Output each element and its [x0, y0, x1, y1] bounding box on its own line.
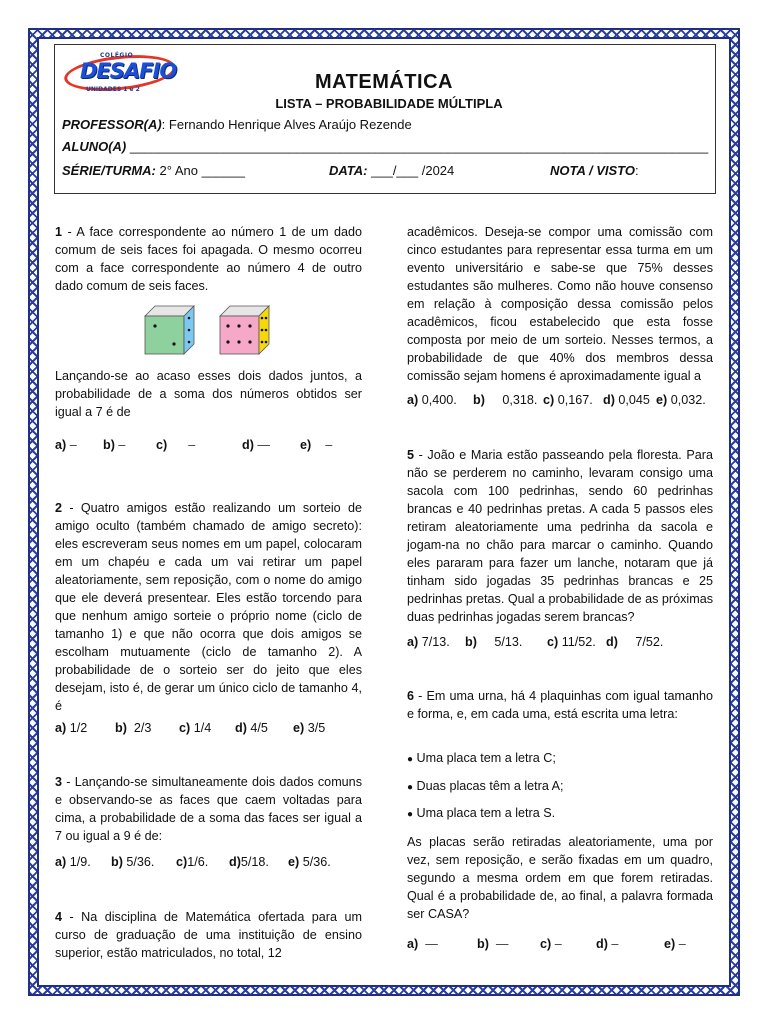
pip: [226, 340, 229, 343]
pip: [188, 317, 191, 320]
nota-label: NOTA / VISTO: [550, 163, 635, 178]
question-4: [55, 908, 362, 962]
pip: [261, 341, 264, 344]
question-6-number: 6: [407, 689, 415, 703]
die-left-front: [145, 316, 184, 354]
dice-illustration: [142, 304, 282, 356]
pip: [265, 329, 268, 332]
bullet-item: ● Uma placa tem a letra C;: [407, 751, 556, 765]
option-b[interactable]: b) 5/13.: [465, 635, 523, 649]
question-4-text-continued: acadêmicos. Deseja-se compor uma comissão com cinco estudantes para representar essa turma em um evento universitário e sabe-se que 75% desses estudantes são mulheres. Como não houve consenso em relação à composição dessa comissão pelos acadêmicos, ficou estabelecido que esta fosse composta por meio de um sorteio. Nesses termos, a probabilidade de que 40% dos membros dessa comissão sejam homens é aproximadamente igual a: [407, 225, 713, 383]
logo-top-text: COLÉGIO: [100, 52, 134, 59]
bullet-icon: ●: [407, 809, 414, 820]
question-2: [55, 499, 362, 715]
question-4-text: [55, 908, 362, 962]
question-3-statement: - Lançando-se simultaneamente dois dados comuns e observando-se as faces que caem voltadas para cima, a probabilidade de a soma das faces ser igual a 7 ou igual a 9 é de:: [55, 775, 362, 843]
pip: [226, 324, 229, 327]
pip: [248, 324, 251, 327]
question-1-number: 1: [55, 225, 63, 239]
option-b[interactable]: b) —: [477, 937, 509, 951]
question-2-text: [55, 499, 362, 715]
question-4-continued: [407, 223, 713, 385]
option-b[interactable]: b) 2/3: [115, 721, 152, 735]
option-c[interactable]: c)1/6.: [176, 855, 209, 869]
bullet-item: ● Duas placas têm a letra A;: [407, 779, 564, 793]
question-2-statement: - Quatro amigos estão realizando um sorteio de amigo oculto (também chamado de amigo secreto): eles escreveram seus nomes em um papel, colocaram em um chapéu e cada um vai retirar um papel aleatoriamente, sem reposição, com o nome do amigo que ele deverá presentear. Eles estão torcendo para que nenhum amigo sorteie o próprio nome (ciclo de tamanho 1) e que não ocorra que dois amigos se escolham mutuamente (ciclo de tamanho 2). A probabilidade de o sorteio ser do jeito que eles desejam, isto é, de gerar um único ciclo de tamanho 4, é: [55, 501, 362, 713]
question-6-statement: - Em uma urna, há 4 plaquinhas com igual tamanho e forma, e, em cada uma, está escrita uma letra:: [407, 689, 713, 721]
bullet-item: ● Uma placa tem a letra S.: [407, 806, 556, 820]
option-a[interactable]: a) 1/2: [55, 721, 88, 735]
option-d[interactable]: d) —: [242, 438, 270, 452]
question-6-text-2: As placas serão retiradas aleatoriamente, uma por vez, sem reposição, e serão fixadas em um quadro, segundo a mesma ordem em que forem retiradas. Qual é a probabilidade de, ao final, a palavra formada ser CASA?: [407, 835, 713, 921]
question-1-text: [55, 223, 362, 295]
option-d[interactable]: d) 0,045: [603, 393, 650, 407]
question-5-number: 5: [407, 448, 415, 462]
option-c[interactable]: c) 1/4: [179, 721, 212, 735]
option-b[interactable]: b) –: [103, 438, 126, 452]
professor-name: : Fernando Henrique Alves Araújo Rezende: [161, 117, 412, 132]
option-e[interactable]: e) 0,032.: [656, 393, 706, 407]
data-label: DATA:: [329, 163, 368, 178]
pip: [237, 340, 240, 343]
option-c[interactable]: c) –: [156, 438, 196, 452]
question-1-part-2: [55, 367, 362, 421]
option-d[interactable]: d)5/18.: [229, 855, 269, 869]
question-6-text: [407, 687, 713, 723]
nota-value: :: [635, 163, 639, 178]
option-b[interactable]: b) 5/36.: [111, 855, 155, 869]
question-2-number: 2: [55, 501, 63, 515]
option-e[interactable]: e) 5/36.: [288, 855, 331, 869]
pip: [172, 342, 175, 345]
pip: [188, 329, 191, 332]
question-3-text: [55, 773, 362, 845]
page-subtitle: LISTA – PROBABILIDADE MÚLTIPLA: [275, 96, 503, 111]
option-e[interactable]: e) –: [300, 438, 333, 452]
option-d[interactable]: d) 7/52.: [606, 635, 664, 649]
question-3-number: 3: [55, 775, 63, 789]
option-a[interactable]: a) 1/9.: [55, 855, 91, 869]
die-right-icon: [220, 306, 269, 354]
option-c[interactable]: c) –: [540, 937, 562, 951]
pip: [237, 324, 240, 327]
question-5-text: [407, 446, 713, 626]
die-left-icon: [145, 306, 194, 354]
option-a[interactable]: a) 0,400.: [407, 393, 457, 407]
pip: [265, 317, 268, 320]
professor-label: PROFESSOR(A): [62, 117, 162, 132]
logo-name: DESAFIO: [80, 59, 177, 83]
pip: [188, 341, 191, 344]
serie-value: 2° Ano ______: [155, 163, 245, 178]
data-value: ___/___ /2024: [367, 163, 455, 178]
question-1-statement: - A face correspondente ao número 1 de um dado comum de seis faces foi apagada. O mesmo ocorreu com a face correspondente ao número 4 de outro dado comum de seis faces.: [55, 225, 362, 293]
option-c[interactable]: c) 0,167.: [543, 393, 593, 407]
option-c[interactable]: c) 11/52.: [547, 635, 596, 649]
pip: [265, 341, 268, 344]
question-4-statement: - Na disciplina de Matemática ofertada para um curso de graduação de uma instituição de ensino superior, estão matriculados, no total, 12: [55, 910, 362, 960]
pip: [248, 340, 251, 343]
pip: [153, 324, 156, 327]
aluno-blank: ________________________________________________________________________________: [126, 139, 709, 154]
bullet-icon: ●: [407, 782, 414, 793]
left-column: [55, 0, 362, 1024]
option-a[interactable]: a) 7/13.: [407, 635, 450, 649]
option-e[interactable]: e) –: [664, 937, 686, 951]
right-column: [407, 0, 713, 1024]
question-6: [407, 687, 713, 723]
question-3: [55, 773, 362, 845]
question-1-text-2: Lançando-se ao acaso esses dois dados juntos, a probabilidade de a soma dos números obtidos ser igual a 7 é de: [55, 369, 362, 419]
option-d[interactable]: d) –: [596, 937, 619, 951]
die-right-front: [220, 316, 259, 354]
option-e[interactable]: e) 3/5: [293, 721, 326, 735]
pip: [261, 329, 264, 332]
aluno-label: ALUNO(A): [62, 139, 127, 154]
option-d[interactable]: d) 4/5: [235, 721, 268, 735]
page-title: MATEMÁTICA: [315, 71, 453, 93]
bullet-icon: ●: [407, 754, 414, 765]
logo-units: UNIDADES 1 e 2: [86, 86, 140, 93]
option-a[interactable]: a) –: [55, 438, 77, 452]
question-5-statement: - João e Maria estão passeando pela floresta. Para não se perderem no caminho, levaram consigo uma sacola com 100 pedrinhas, sendo 60 pedrinhas brancas e 40 pedrinhas pretas. A cada 5 passos eles retiram aleatoriamente uma pedrinha da sacola e jogam-na no chão para marcar o caminho. Quando eles pararam para fazer um lanche, notaram que já tinham sido jogadas 35 pedrinhas brancas e 25 pedrinhas pretas. Qual a probabilidade de as próximas duas pedrinhas jogadas serem brancas?: [407, 448, 713, 624]
question-4-number: 4: [55, 910, 63, 924]
option-a[interactable]: a) —: [407, 937, 438, 951]
pip: [261, 317, 264, 320]
question-6-part-2: [407, 833, 713, 923]
question-5: [407, 446, 713, 626]
serie-label: SÉRIE/TURMA:: [62, 163, 156, 178]
question-1: [55, 223, 362, 295]
option-b[interactable]: b) 0,318.: [473, 393, 538, 407]
